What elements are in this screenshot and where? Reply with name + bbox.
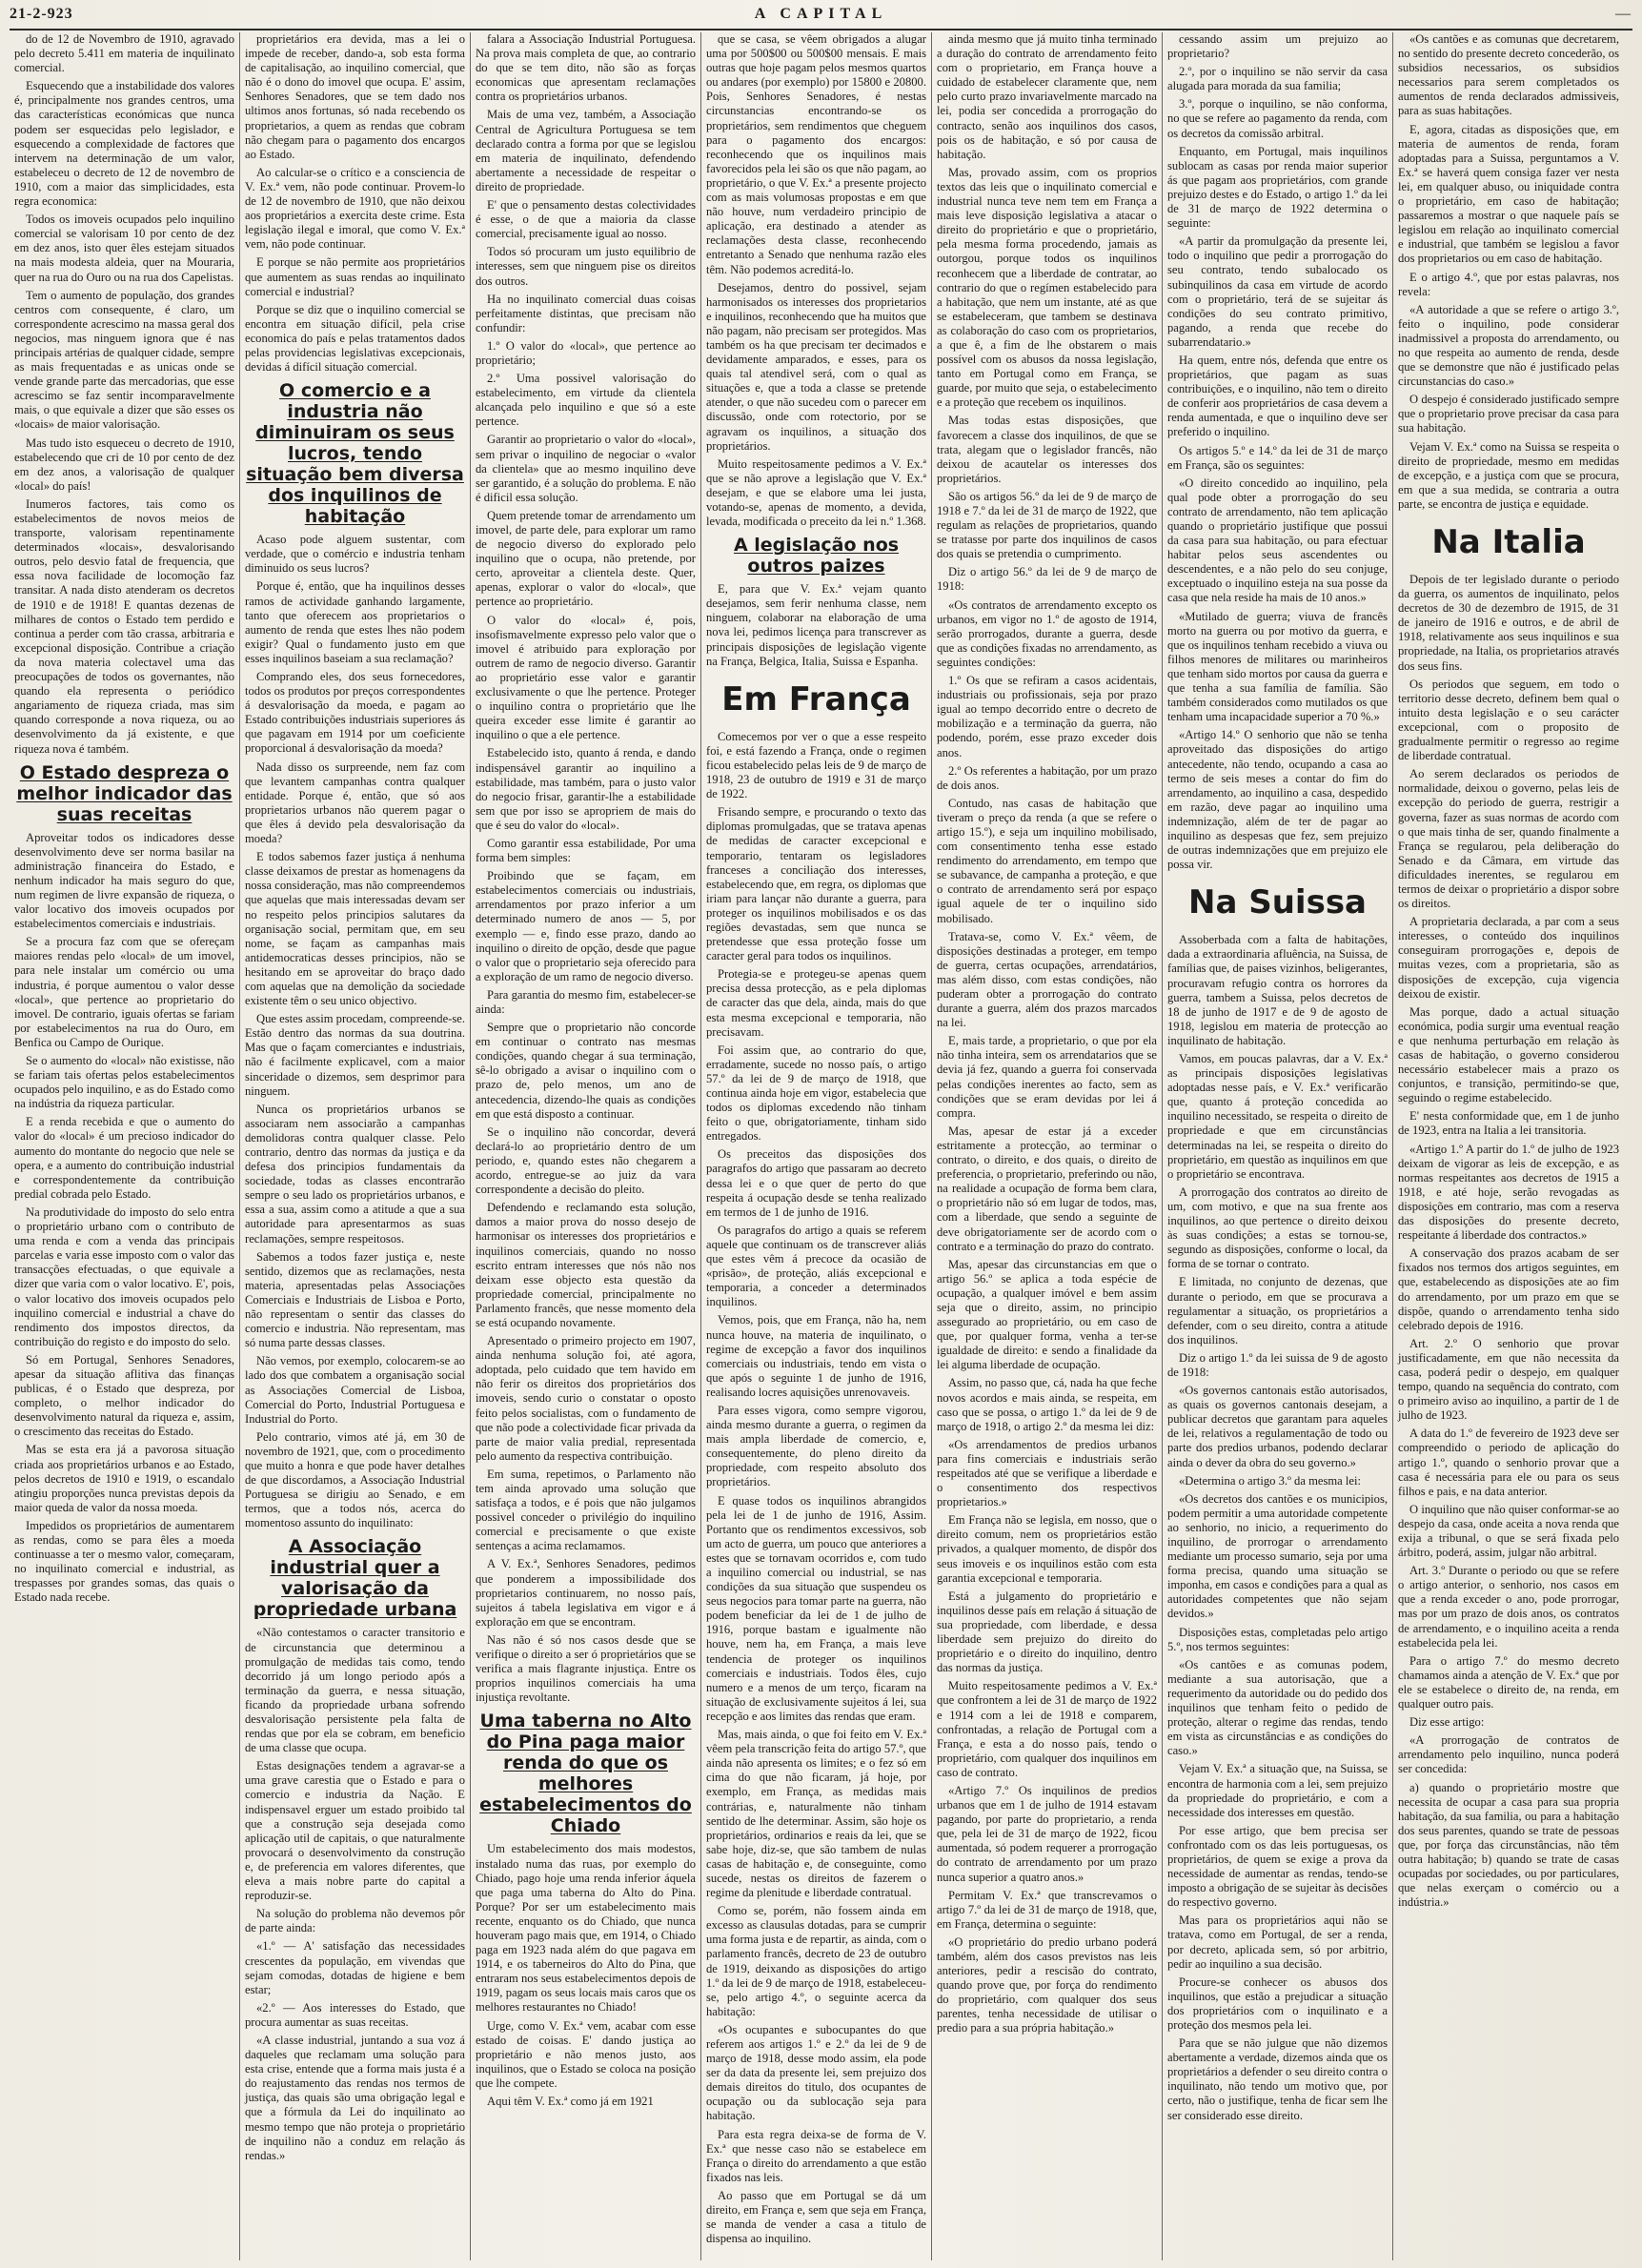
paragraph: «Os governos cantonais estão autorisados, as quais os governos cantonais desejam, a publicar decretos que garantam para aqueles de lei, relativos a regulamentação de todo ou parte dos predios urbanos, podendo declarar ainda o dever da obra do seu governo.» [1167, 1384, 1388, 1469]
paragraph: E limitada, no conjunto de dezenas, que durante o periodo, em que se procurava a regulamentar a situação, os proprietários a defender, com o seu direito, contra a atitude dos inquilinos. [1167, 1275, 1388, 1347]
paragraph: Nada disso os surpreende, nem faz com que levantem campanhas contra qualquer entidade. Porque é, então, que só aos proprietarios urbanos não querem pagar o que êles á devido pela desvalorisação da moeda? [245, 759, 465, 846]
paragraph: Procure-se conhecer os abusos dos inquilinos, que estão a prejudicar a situação dos proprietários com o inquilinato e a proteção dos mesmos pela lei. [1167, 1974, 1388, 2032]
section-heading: A Associação industrial quer a valorisação da propriedade urbana [253, 1536, 457, 1621]
masthead [10, 4, 1632, 30]
paragraph: Mas, apesar de estar já a exceder estritamente a protecção, ao terminar o contrato, o direito, e dos quais, o direito de preferencia, o proprietario, preferindo ou não, na realidade a ocupação de forma bem clara, o proprietário não só em lugar de todos, mas, com a liberdade, que sendo a seguinte de deve obrigatoriamente ser de acordo com o contrato e a terminação do prazo do contrato. [937, 1124, 1157, 1253]
paragraph: Como se, porém, não fossem ainda em excesso as clausulas dotadas, para se cumprir uma forma justa e de repartir, as ainda, com o parlamento francês, decreto de 23 de outubro de 1919, deixando as disposições do artigo 1.º da lei de 9 de março de 1918, estabeleceu-se, pelo artigo 4.º, o seguinte acerca da habitação: [706, 1904, 926, 2018]
paragraph: Pelo contrario, vimos até já, em 30 de novembro de 1921, que, com o procedimento que muito a honra e que pode haver detalhes de que discordamos, a Associação Industrial Portuguesa se dirigiu ao Senado, e em termos, que a todos nós, acerca do momentoso assunto do inquilinato: [245, 1429, 465, 1530]
paragraph: Quem pretende tomar de arrendamento um imovel, de parte dele, para explorar um ramo de negocio diverso do explorado pelo inquilino que o ocupa, não pretende, por certo, aproveitar a clientela deste. Quer, apenas, explorar o valor do «local», que pertence ao proprietário. [476, 508, 696, 609]
paragraph: Mas tudo isto esqueceu o decreto de 1910, estabelecendo que cri de 10 por cento de dez em dez anos, a valorisação de qualquer «local» do país! [14, 435, 234, 493]
paragraph: Por esse artigo, que bem precisa ser confrontado com os das leis portuguesas, os proprietários, de quem se exige a prova da necessidade de aumentar as rendas, tendo-se imposto a obrigação de se sujeitar às decisões do respectivo governo. [1167, 1823, 1388, 1910]
paragraph: «Mutilado de guerra; viuva de francês morto na guerra ou por motivo da guerra, e que os inquilinos tenham recebido a viuva ou filhos menores de militares ou marinheiros que tenham sido mortos por causa da guerra e que tenha a sua família de família. São também considerados como mutilados os que tenham uma incapacidade superior a 70 %.» [1167, 609, 1388, 724]
paragraph: Os preceitos das disposições dos paragrafos do artigo que passaram ao decreto dessa lei e o que quer de perto do que respeita á ocupação desde se tenha realizado em termos de 1 de junho de 1916. [706, 1147, 926, 1219]
paragraph: Tratava-se, como V. Ex.ª vêem, de disposições destinadas a proteger, em tempo de guerra, certas ocupações, arrendatários, mas além disso, com estas condições, não puderam obter a prorrogação do contrato durante a guerra, além dos prazos marcados na lei. [937, 929, 1157, 1030]
paragraph: Vejam V. Ex.ª como na Suissa se respeita o direito de propriedade, mesmo em medidas de excepção, e a justiça com que se procura, em que a sua medida, se contraria a outra parte, se encontra de justiça e equidade. [1398, 439, 1619, 511]
paragraph: O inquilino que não quiser conformar-se ao despejo da casa, onde aceita a nova renda que exija a tribunal, o que se será fixada pelo árbitro, poderá, assim, julgar não arbitral. [1398, 1502, 1619, 1560]
paragraph: Mas, provado assim, com os proprios textos das leis que o inquilinato comercial e industrial nunca teve nem tem em França a mais leve disposição legislativa a atacar o direito do proprietário e que o proprietário, pela mesma forma procedendo, jamais as outorgou, porque todos os inquilinos reconhecem que a liberdade de contratar, ao contrario do que o regímen estabelecido para a habitação, que nem um instante, até as que se estabeleceram, que tambem se destinava as colaboração do caso com os proprietarios, a que ê, a fim de lhe obstarem o mais possível com os abusos da nossa legislação, tanto em Portugal como em França, se guarde, por muito que seja, o estabelecimento e a proteção que recebem os inquilinos. [937, 165, 1157, 410]
paragraph: Se a procura faz com que se ofereçam maiores rendas pelo «local» de um imovel, para nele instalar um comércio ou uma industria, é porque aumentou o valor desse «local», que pertence ao proprietario do imovel. De contrario, iguais ofertas se fariam por estabelecimentos na rua do Ouro, em Benfica ou Campo de Ourique. [14, 935, 234, 1049]
paragraph: «A prorrogação de contratos de arrendamento pelo inquilino, nunca poderá ser concedida: [1398, 1733, 1619, 1776]
column-6 [1163, 32, 1393, 2260]
paragraph: Ao serem declarados os periodos de normalidade, deixou o governo, pelas leis de excepção do periodo de guerra, restrigir a governa, fazer as suas normas de acordo com o que mais tinha de ser, quando finalmente a França se regularou, pela deliberação do Senado e da Câmara, em virtude das dificuldades inerentes, se regularou em termos de deixar o proprietário a dispor sobre os direitos. [1398, 767, 1619, 911]
paragraph: Na solução do problema não devemos pôr de parte ainda: [245, 1907, 465, 1935]
article-columns [10, 32, 1632, 2260]
paragraph: A V. Ex.ª, Senhores Senadores, pedimos que ponderem a impossibilidade dos proprietarios continuarem, no nosso país, sujeitos á tabela legislativa em vigor e á exploração em que se encontram. [476, 1557, 696, 1629]
paragraph: proprietários era devida, mas a lei o impede de receber, dando-a, sob esta forma de capitalisação, ao inquilino comercial, que não é o dono do imovel que ocupa. E' assim, Senhores Senadores, que se tem dado nos ultimos anos fortunas, só nada recebendo os proprietarios, a quem as rendas que cobram não chegam para o pagamento dos encargos ao Estado. [245, 32, 465, 161]
paragraph: Art. 3.º Durante o periodo ou que se refere o artigo anterior, o senhorio, nos casos em que a renda exceder o ano, pode prorrogar, mas por um prazo de dois anos, os contratos de arrendamento, e o inquilino aceita a renda estabelecida pela lei. [1398, 1564, 1619, 1650]
paragraph: «Os contratos de arrendamento excepto os urbanos, em vigor no 1.º de agosto de 1914, serão prorrogados, durante a guerra, desde que as condições fixadas no arrendamento, as seguintes condições: [937, 597, 1157, 669]
paragraph: Art. 2.º O senhorio que provar justificadamente, em que não necessita da casa, poderá pedir o despejo, em qualquer tempo, quando na sequência do contrato, com o primeiro aviso ao inquilino, a partir de 1 de julho de 1923. [1398, 1336, 1619, 1423]
paragraph: A conservação dos prazos acabam de ser fixados nos termos dos artigos seguintes, em que, estabelecendo as disposições ate ao fim do arrendamento, por um prazo em que se dispõe, quando o arrendamento tenha sido celebrado depois de 1916. [1398, 1246, 1619, 1332]
paragraph: Assoberbada com a falta de habitações, dada a extraordinaria afluência, na Suissa, de famílias que, de paises vizinhos, beligerantes, procuravam refugio contra os horrores da guerra, tambem a Suissa, pelos decretos de 18 de junho de 1917 e de 9 de agosto de 1918, legislou em materia de protecção ao inquilinato de habitação. [1167, 933, 1388, 1047]
paragraph: Ha no inquilinato comercial duas coisas perfeitamente distintas, que precisam não confundir: [476, 292, 696, 334]
paragraph: 2.º, por o inquilino se não servir da casa alugada para morada da sua familia; [1167, 65, 1388, 93]
paragraph: Para o artigo 7.º do mesmo decreto chamamos ainda a atenção de V. Ex.ª que por ele se estabelece o direito de, na renda, em qualquer outro pais. [1398, 1653, 1619, 1711]
paragraph: Estas designações tendem a agravar-se a uma grave carestia que o Estado e para o comercio e industria da Nação. E indispensavel erguer um estado proibido tal que a construção seja desejada como aplicação util de capitais, o que naturalmente provocará o desenvolvimento da construção e, de preferencia em valores diferentes, que eleva a mais nobre parte do capital a reproduzir-se. [245, 1759, 465, 1903]
paragraph: Em França não se legisla, em nosso, que o direito comum, nem os proprietários estão privados, a qualquer momento, de dispôr dos seus imoveis e os inquilinos estão com esta garantia excepcional e temporaria. [937, 1513, 1157, 1585]
paragraph: Esquecendo que a instabilidade dos valores é, principalmente nos grandes centros, uma das características económicas que nunca podem ser esquecidas pelo legislador, e esquecendo a complexidade de factores que intervem na determinação de um valor, estabeleceu o decreto de 12 de novembro de 1910, com a maior das simplicidades, esta regra economica: [14, 79, 234, 209]
paragraph: Vemos, pois, que em França, não ha, nem nunca houve, na materia de inquilinato, o regime de excepção a favor dos inquilinos comerciais ou industriais, tendo em vista o que após o seguinte 1 de junho de 1916, realisando locres aquisições unrenovaveis. [706, 1313, 926, 1399]
paragraph: Porque é, então, que ha inquilinos desses ramos de actividade ganhando largamente, tanto que oferecem aos proprietarios o aumento de renda que estes lhes não podem exigir? Qual o fundamento justo em que esses inquilinos baseiam a sua reclamação? [245, 579, 465, 665]
paragraph: Os artigos 5.º e 14.º da lei de 31 de março em França, são os seguintes: [1167, 443, 1388, 472]
section-heading: Na Suissa [1188, 883, 1367, 922]
paragraph: A prorrogação dos contratos ao direito de um, com motivo, e que na sua frente aos inquilinos, ao que pertence o direito deixou às suas condições; a estas se tornou-se, segundo as disposições, conforme o local, da forma de se tornar o contrato. [1167, 1185, 1388, 1271]
paragraph: «Determina o artigo 3.º da mesma lei: [1179, 1473, 1362, 1488]
paragraph: A proprietaria declarada, a par com a seus interesses, o conteúdo dos inquilinos conseguiram prorrogações e, depois de muitas vezes, com a proprietaria, são as disposições de excepção, cuja vigencia deixou de existir. [1398, 915, 1619, 1001]
paragraph: «O direito concedido ao inquilino, pela qual pode obter a prorrogação do seu contrato de arrendamento, não tem aplicação quando o proprietário justifique que possui da casa para sua habitação, ou para efectuar habitar pelos seus ascendentes ou descendentes, e a não pelo do seu conjuge, exceptuado o inquilino esteja na sua posse da casa que nela reside ha mais de 10 anos.» [1167, 476, 1388, 605]
paragraph: Todos os imoveis ocupados pelo inquilino comercial se valorisam 10 por cento de dez em dez anos, isto quer êles estejam situados na mais modesta aldeia, quer na Mouraria, quer na rua do Ouro ou na rua dos Capelistas. [14, 213, 234, 284]
column-2 [240, 32, 471, 2260]
paragraph: 1.º O valor do «local», que pertence ao proprietário; [476, 338, 696, 367]
paragraph: falara a Associação Industrial Portuguesa. Na prova mais completa de que, ao contrario do que se tem dito, não são as forças economicas que apresentam reclamações contra os proprietários urbanos. [476, 32, 696, 104]
paragraph: E quase todos os inquilinos abrangidos pela lei de 1 de junho de 1916, Assim. Portanto que os rendimentos excessivos, sob um acto de guerra, um pouco que anteriores a estes que se tornavam ocorridos e, com tudo a inquilino comercial ou industrial, se nas condições da sua situação que suspendeu os seus negocios para tomar parte na guerra, não podem beneficiar da lei de 1 de julho de 1916, porque bastam e igualmente não houve, nem ha, em França, a mais leve tendencia de proteger os inquilinos comerciais e industriais. Todos êles, cujo numero e a menos de um terço, ficaram na situação de exclusivamente sujeitos á lei, sua recepção e aos limites das rendas que eram. [706, 1493, 926, 1723]
paragraph: Assim, no passo que, cá, nada ha que feche novos acordos e mais ainda, se respeita, em caso que se possa, o artigo 1.º da lei de 9 de março de 1918, o artigo 2.º da mesma lei diz: [937, 1376, 1157, 1433]
paragraph: Aproveitar todos os indicadores desse desenvolvimento deve ser norma basilar na administração financeira do Estado, e nenhum indicador ha mais seguro do que, num regimen de livre expansão de riqueza, o valor locativo dos imoveis ocupados por estabelecimentos comerciais e industriais. [14, 830, 234, 931]
column-7 [1393, 32, 1624, 2260]
paragraph: Para que se não julgue que não dizemos abertamente a verdade, dizemos ainda que os proprietários a defender o seu direito contra o inquilinato, não tendo um motivo que, por certo, não o justifique, tenha de ficar sem lhe ser considerado esse direito. [1167, 2036, 1388, 2122]
paragraph: Um estabelecimento dos mais modestos, instalado numa das ruas, por exemplo do Chiado, pago hoje uma renda inferior áquela que paga uma taberna do Alto do Pina. Porque? Por ser um estabelecimento mais recente, enquanto os do Chiado, que nunca houveram pago mais que, em 1914, o Chiado paga em 1923 nada além do que pagava em 1914, e os taberneiros do Alto do Pina, que entraram nos seus estabelecimentos depois de 1919, pagam os seus locais mais caros que os melhores restaurantes no Chiado! [476, 1842, 696, 2015]
paragraph: E a renda recebida e que o aumento do valor do «local» é um precioso indicador do aumento do montante do negocio que nele se opera, e a aumento do contribuição industrial e correspondentemente da contribuição predial cobrada pelo Estado. [14, 1115, 234, 1201]
paragraph: Para esses vigora, como sempre vigorou, ainda mesmo durante a guerra, o regimen da mais ampla liberdade de comercio, e, consequentemente, do pleno direito da propriedade, com respeito absoluto dos proprietários. [706, 1403, 926, 1489]
paragraph: Garantir ao proprietario o valor do «local», sem privar o inquilino de negociar o «valor da clientela» que ao mesmo inquilino deve ser garantido, é a solução do problema. E não é dificil essa solução. [476, 433, 696, 504]
paragraph: que se casa, se vêem obrigados a alugar uma por 500$00 ou 500$00 mensais. E mais outras que hoje pagam pelos mesmos quartos ou andares (por exemplo) por 15800 e 20800. Pois, Senhores Senadores, é nestas circunstancias encontrando-se os proprietários, sem rendimentos que cheguem para o pagamento dos encargos: reconhecendo que os inquilinos mais favorecidos pela lei são os que não pagam, ao proprietário, o que V. Ex.ª a presente projecto com as mais volumosas propostas e em que não houve, num verdadeiro principio de aplicação, era destinado a atender as reclamações desta classe, reconhecendo entretanto a Senado que nenhuma razão eles têm. Não podemos acreditá-lo. [706, 32, 926, 276]
paragraph: Na produtividade do imposto do selo entra o proprietário urbano com o contributo de uma renda e com a venda das principais parcelas e varia esse imposto com o valor das transacções efectuadas, o que equivale a dizer que varia com o valor locativo. E', pois, o valor locativo dos imoveis ocupados pelo inquilino comercial e industrial a chave do rendimento dos impostos directos, da contribuição do registo e do imposto do selo. [14, 1205, 234, 1348]
paragraph: Mas se esta era já a pavorosa situação criada aos proprietários urbanos e ao Estado, pelos decretos de 1910 e 1919, o escandalo atingiu proporções nunca previstas depois da maior queda de valor da nossa moeda. [14, 1443, 234, 1514]
paragraph: Muito respeitosamente pedimos a V. Ex.ª que confrontem a lei de 31 de março de 1922 e 1914 com a lei de 1918 e comparem, confrontadas, a relação de Portugal com a França, e esta a do nosso país, tendo o proprietário, com qualquer dos inquilinos em caso de contrato. [937, 1679, 1157, 1779]
paragraph: Diz esse artigo: [1409, 1715, 1485, 1730]
column-1 [10, 32, 240, 2260]
paragraph: Os periodos que seguem, em todo o territorio desse decreto, definem bem qual o intuito desta legislação e o seu carácter excepcional, com o proposito de gradualmente permitir o regresso ao regime de liberdade contratual. [1398, 677, 1619, 763]
paragraph: Mas, apesar das circunstancias em que o artigo 56.º se aplica a toda espécie de ocupação, a qualquer imóvel e bem assim seja que o direito, assim, no principio assegurado ao proprietário, ou em caso de que, por qualquer forma, venha a ter-se igualdade de direito: e sendo a finalidade da lei alguma liberdade de ocupação. [937, 1257, 1157, 1372]
paragraph: Frisando sempre, e procurando o texto das diplomas promulgadas, que se tratava apenas de medidas de caracter excepcional e temporario, tentaram os legisladores franceses a conciliação dos interesses, estabelecendo que, em regra, os diplomas que iriam para lançar não durante a guerra, para proteger os inquilinos mobilisados e os das regiões devastadas, sem que nunca se pretendesse que essa proteção fosse um caracter geral para todos os inquilinos. [706, 805, 926, 963]
paragraph: Mas, mais ainda, o que foi feito em V. Ex.ª vêem pela transcrição feita do artigo 57.º, que ainda não apresenta os limites; e o fez só em cima do que não ficaram, já hoje, por exemplo, em França, as medidas mais contrárias, e, naturalmente não tinham sentido de lhe determinar. Assim, são hoje os proprietários, ordinarios e reais da lei, que se sabe hoje, diz-se, que são tambem de nulas casas de habitação e, de conseguinte, como sucede, nestas os direitos de fazerem o regime da plenitude e liberdade contratual. [706, 1728, 926, 1900]
paragraph: Comprando eles, dos seus fornecedores, todos os produtos por preços correspondentes á desvalorisação da moeda, e pagam ao Estado contribuições industriais superiores ás que pagavam em 1914 por um coeficiente proporcional á desvalorisação da moeda? [245, 670, 465, 756]
paragraph: Ao calcular-se o crítico e a consciencia de V. Ex.ª vem, não pode continuar. Provem-lo de 12 de novembro de 1910, que não deixou aos proprietários a exercita deste crime. Esta legislação ilegal e imoral, que como V. Ex.ª vem, não pode continuar. [245, 165, 465, 252]
column-4 [701, 32, 932, 2260]
paragraph: «1.º — A' satisfação das necessidades crescentes da população, em vivendas que sejam comodas, dotadas de higiene e bem estar; [245, 1939, 465, 1996]
paragraph: Protegia-se e protegeu-se apenas quem precisa dessa protecção, as e pela diplomas de caracter das que dela, ainda, mais do que esta mesma excepcional e temporaria, não precisavam. [706, 967, 926, 1039]
paragraph: E o artigo 4.º, que por estas palavras, nos revela: [1398, 270, 1619, 298]
paragraph: E' que o pensamento destas colectividades é esse, o de que a maioria da classe comercial, precisamente igual ao nosso. [476, 198, 696, 241]
paragraph: A data do 1.º de fevereiro de 1923 deve ser compreendido o periodo de aplicação do artigo 1.º, quando o senhorio provar que a casa é necessária para ele ou para os seus filhos e pais, e na data anterior. [1398, 1427, 1619, 1498]
paragraph: Mas porque, dado a actual situação económica, podia surgir uma eventual reação e que nenhuma perturbação em relação às casas de habitação, o governo considerou necessário estabelecer mais a prazo os conjuntos, e transição, permitindo-se que, seguindo o regime estabelecido. [1398, 1004, 1619, 1105]
section-heading: A legislação nos outros paizes [733, 535, 900, 577]
paragraph: Não vemos, por exemplo, colocarem-se ao lado dos que combatem a organisação social as Associações Comercial de Lisboa, Comercial do Porto, Industrial Portuguesa e Industrial do Porto. [245, 1354, 465, 1426]
paragraph: Sempre que o proprietario não concorde em continuar o contrato nas mesmas condições, quando chegar á sua terminação, sê-lo obrigado a avisar o inquilino com o prazo de, pelo menos, um ano de antecedencia, dizendo-lhe quais as condições em que está disposto a continuar. [476, 1021, 696, 1121]
paragraph: «Os arrendamentos de predios urbanos para fins comerciais e industriais serão respeitados até que se verifique a liberdade e o consentimento dos respectivos proprietarios.» [937, 1437, 1157, 1509]
paragraph: Sabemos a todos fazer justiça e, neste sentido, dizemos que as reclamações, nesta materia, apresentadas pelas Associações Comerciais e Industriais de Lisboa e Porto, não representam o sentir das classes do comercio e industria. Não representam, mas só numa parte dessas classes. [245, 1249, 465, 1350]
paragraph: Aqui têm V. Ex.ª como já em 1921 [487, 2095, 654, 2108]
paragraph: «Os decretos dos cantões e os municipios, podem permitir a uma autoridade competente ao senhorio, no inicio, a requerimento do inquilino, de prorrogar o arrendamento mediante um processo sumario, seja por uma forma precisa, quando uma situação se imponha, em casos e condições para a qual as autoridades competentes que não sejam devidos.» [1167, 1491, 1388, 1621]
paragraph: Contudo, nas casas de habitação que tiveram o preço da renda (a que se refere o artigo 15.º), e seja um inquilino mobilisado, com consentimento tenha esse estado rendimento do arrendamento, em tempo que se subavance, de campanha a proteção, e que o contrato de arrendamento será por espaço igual aquele de ter o inquilino sido mobilisado. [937, 796, 1157, 925]
paragraph: 1.º Os que se refiram a casos acidentais, industriais ou profissionais, seja por prazo igual ao tempo decorrido entre o decreto de mobilização e a terminação da guerra, não podendo, porém, esse prazo exceder dois anos. [937, 674, 1157, 759]
paragraph: Que estes assim procedam, compreende-se. Estão dentro das normas da sua doutrina. Mas que o façam comerciantes e industriais, não é facilmente explicavel, com a maior sinceridade o dizemos, sem desprimor para ninguem. [245, 1012, 465, 1098]
paragraph: 3.º, porque o inquilino, se não conforma, no que se refere ao pagamento da renda, com os decretos da comissão arbitral. [1167, 97, 1388, 140]
newspaper-title: A CAPITAL [754, 6, 888, 22]
page-marker: — [1615, 6, 1632, 22]
paragraph: Ha quem, entre nós, defenda que entre os proprietários, que pagam as suas contribuições, e o inquilino, não tem o direito de conferir aos proprietários de casa devem a renda aumentada, e que o inquilino deve ser preferido o inquilino. [1167, 353, 1388, 439]
paragraph: Se o aumento do «local» não existisse, não se fariam tais ofertas pelos estabelecimentos ocupados pelo inquilino, e as do Estado como na indústria da riqueza particular. [14, 1054, 234, 1111]
paragraph: Ao passo que em Portugal se dá um direito, em França e, sem que seja em França, se manda de vender a casa a titulo de dispensa ao inquilino. [706, 2188, 926, 2246]
paragraph: E todos sabemos fazer justiça á nenhuma classe deixamos de prestar as homenagens da nossa consideração, mas não compreendemos que aquelas que mais interessadas devam ser no respeito pelos principios salutares da organisação social, permitam que, em seu nome, se façam as campanhas mais antidemocraticas desses principios, não se hesitando em se aproveitar do braço dado com aquelas que na demolição da sociedade existente têm o seu unico objectivo. [245, 850, 465, 1008]
paragraph: São os artigos 56.º da lei de 9 de março de 1918 e 7.º da lei de 31 de março de 1922, que regulam as relações de proprietarios, quando se tratasse por parte dos inquilinos de casos dos quais se pretendia o cumprimento. [937, 489, 1157, 561]
paragraph: Mas para os proprietários aqui não se tratava, como em Portugal, de ser a renda, por decreto, aplicada sem, só por arbitrio, pedir ao inquilino a sua decisão. [1167, 1914, 1388, 1971]
paragraph: Depois de ter legislado durante o periodo da guerra, os aumentos de inquilinato, pelos decretos de 30 de dezembro de 1915, de 31 de janeiro de 1916 e outros, e de abril de 1918, relativamente aos seus inquilinos e sua propriedade, na Italia, os proprietarios através dos seus fins. [1398, 573, 1619, 673]
paragraph: «O proprietário do predio urbano poderá também, além dos casos previstos nas leis anteriores, pedir a rescisão do contrato, quando prove que, por força do rendimento do proprietário, com qualquer dos seus parentes, tenha necessidade de utilisar o predio para a sua própria habitação.» [937, 1934, 1157, 2035]
section-heading: O Estado despreza o melhor indicador das suas receitas [16, 761, 233, 825]
paragraph: «Os cantões e as comunas podem, mediante a sua autorisação, que a requerimento da autoridade ou do pedido dos inquilinos que tenham feito o pedido de proteção, alterar o regime das rendas, tendo em vista as circunstâncias e as condições do caso.» [1167, 1657, 1388, 1758]
paragraph: Tem o aumento de população, dos grandes centros com consequente, é claro, um correspondente acrescimo na massa geral dos negocios, mas ninguem ignora que é nas principais artérias de qualquer cidade, sempre as mais frequentadas e as unicas onde se vende grande parte das mercadorias, que esse acrescimo se faz sentir incomparavelmente mais, o que equivale a dizer que são esses os «locais» de maior valorisação. [14, 288, 234, 432]
paragraph: Estabelecido isto, quanto á renda, e dando indispensável garantir ao inquilino a estabilidade, mas também, para o justo valor do negocio frisar, garantir-lhe a estabilidade sem que por isso se apropriem de mais do que é seu do valor do «local». [476, 746, 696, 832]
paragraph: Enquanto, em Portugal, mais inquilinos sublocam as casas por renda maior superior ás que pagam aos proprietários, com grande prejuizo destes e do Estado, o artigo 1.º da lei de 31 de março de 1922 determina o seguinte: [1167, 144, 1388, 231]
paragraph: Só em Portugal, Senhores Senadores, apesar da situação aflitiva das finanças publicas, é o Estado que despreza, por completo, o melhor indicador do desenvolvimento natural da riqueza e, assim, o crescimento das receitas do Estado. [14, 1352, 234, 1439]
paragraph: Se o inquilino não concordar, deverá declará-lo ao proprietário dentro de um periodo, e, quando estes não chegarem a acordo, entregue-se ao juiz da vara correspondente a decisão do pleito. [476, 1124, 696, 1197]
paragraph: E, agora, citadas as disposições que, em materia de aumentos de renda, foram adoptadas para a Suissa, perguntamos a V. Ex.ª se haverá quem consiga fazer ver nesta lei, em qualquer abuso, ou iniquidade contra o proprietário, em caso de habitação; passaremos a mostrar o que naquele país se legislou em relação ao inquilinato comercial e industrial, que também se legislou a favor dos proprietarios ou em caso de habitação. [1398, 122, 1619, 266]
paragraph: Permitam V. Ex.ª que transcrevamos o artigo 7.º da lei de 31 de março de 1918, que, em França, determina o seguinte: [937, 1888, 1157, 1931]
paragraph: Mais de uma vez, também, a Associação Central de Agricultura Portuguesa se tem declarado contra a forma por que se legislou em materia de inquilinato, defendendo abertamente a necessidade de respeitar o direito de propriedade. [476, 108, 696, 193]
paragraph: Para esta regra deixa-se de forma de V. Ex.ª que nesse caso não se estabelece em França o direito do arrendamento a que estão fixados nas leis. [706, 2127, 926, 2184]
column-5 [932, 32, 1163, 2260]
paragraph: «A classe industrial, juntando a sua voz á daqueles que reclamam uma solução para esta crise, entende que a forma mais justa é a do reajustamento das rendas nos termos de justiça, das quais são uma obrigação legal e que a fórmula da Lei do inquilinato ao mesmo tempo que não proteja o proprietário de inquilino não a conduz em relação ás rendas.» [245, 2033, 465, 2162]
paragraph: «Artigo 1.º A partir do 1.º de julho de 1923 deixam de vigorar as leis de excepção, e as normas respeitantes aos decretos de 1915 a 1918, e até hoje, serão revogadas as disposições em contrario, mas com a reserva das disposições do presente decreto, respeitante á liberdade dos contractos.» [1398, 1142, 1619, 1243]
paragraph: Os paragrafos do artigo a quais se referem aquele que continuam os de transcrever aliás que estes vêm á precoce da ocasião de «prisão», de proteção, aliás excepcional e temporaria, a conceder a determinados inquilinos. [706, 1223, 926, 1309]
paragraph: cessando assim um prejuizo ao proprietario? [1167, 32, 1388, 61]
paragraph: Diz o artigo 1.º da lei suissa de 9 de agosto de 1918: [1167, 1350, 1388, 1379]
section-heading: Uma taberna no Alto do Pina paga maior renda do que os melhores estabelecimentos do Chiado [479, 1711, 692, 1837]
paragraph: E, mais tarde, a proprietario, o que por ela não tinha inteira, sem os arrendatarios que se devia já fez, quando a guerra foi conservada pelas condições inerentes ao facto, sem as condições que se eram devidas por lei á compra. [937, 1034, 1157, 1120]
paragraph: «Não contestamos o caracter transitorio e de circunstancia que determinou a promulgação de medidas tais como, tendo decorrido já um longo periodo após a terminação da guerra, e nessa situação, ficando da propriedade urbana sofrendo desvalorisação persistente pela falta de rendas que por ela se cobram, em beneficio de uma classe que ocupa. [245, 1626, 465, 1755]
paragraph: O despejo é considerado justificado sempre que o proprietario prove precisar da casa para sua habitação. [1398, 393, 1619, 435]
paragraph: Comecemos por ver o que a esse respeito foi, e está fazendo a França, onde o regimen ficou estabelecido pelas leis de 9 de março de 1918, 23 de outubro de 1919 e 31 de março de 1922. [706, 729, 926, 801]
paragraph: Para garantia do mesmo fim, estabelecer-se ainda: [476, 987, 696, 1016]
paragraph: Diz o artigo 56.º da lei de 9 de março de 1918: [937, 565, 1157, 594]
column-3 [471, 32, 701, 2260]
paragraph: «Os ocupantes e subocupantes do que referem aos artigos 1.º e 2.º da lei de 9 de março de 1918, desse modo assim, ela pode ser da data da presente lei, sem prejuizo dos demais direitos do titulo, dos ocupantes de ocupação ou da sublocação seja para habitação. [706, 2022, 926, 2123]
paragraph: Impedidos os proprietários de aumentarem as rendas, como se para êles a moeda continuasse a ter o mesmo valor, começaram, no inquilinato comercial e industrial, as trespasses por grandes somas, das quais o Estado nada recebe. [14, 1518, 234, 1605]
paragraph: O valor do «local» é, pois, insofismavelmente expresso pelo valor que o imovel é atribuido para exploração por outrem de ramo de negocio diverso. Garantir ao proprietário esse valor e garantir exclusivamente o que lhe pertence. Proteger o inquilino contra o proprietário que lhe queira exceder esse limite é garantir ao inquilino o que a ele pertence. [476, 613, 696, 742]
paragraph: Nunca os proprietários urbanos se associaram nem associarão a campanhas demolidoras contra qualquer classe. Pelo contrario, dentro das normas da justiça e da defesa dos principios fundamentais da sociedade, todas as classes encontrarão sempre o seu lado os proprietários urbanos, e essa a sua, assim como a atitude a que a sua autoridade para apresentarmos as suas reclamações, sempre respeitosos. [245, 1102, 465, 1245]
paragraph: «A partir da promulgação da presente lei, todo o inquilino que pedir a prorrogação do seu contrato, tendo subalocado os subinquilinos da casa em virtude de acordo com o proprietário, terá de se sujeitar ás condições do seu contrato primitivo, pagando, a renda que recebe do subarrendatario.» [1167, 234, 1388, 349]
paragraph: Proibindo que se façam, em estabelecimentos comerciais ou industriais, arrendamentos por prazo inferior a um determinado numero de anos — 5, por exemplo — e, findo esse prazo, dando ao inquilino o direito de opção, desde que pague o valor que o proprietario seja oferecido para a exploração de um ramo de negocio diverso. [476, 869, 696, 983]
paragraph: Defendendo e reclamando esta solução, damos a maior prova do nosso desejo de harmonisar os interesses dos proprietários e inquilinos comerciais, quando no nosso escrito entram interesses que nós não nos deixam esse objecto esta questão da propriedade comercial, principalmente no Parlamento francês, que nesse momento dela se está ocupando novamente. [476, 1201, 696, 1329]
paragraph: Muito respeitosamente pedimos a V. Ex.ª que se não aprove a legislação que V. Ex.ª desejam, e que se elabore uma lei justa, votando-se, apenas de momento, a devida, levada, modificada o preceito da lei n.º 1.368. [706, 456, 926, 529]
paragraph: Desejamos, dentro do possivel, sejam harmonisados os interesses dos proprietarios e inquilinos, reconhecendo que ha muitos que não pagam, não precisam ser protegidos. Mas também os ha que precisam ter decimados e devidamente amparados, e esses, para os quais tal atendivel será, com o qual as situações e, que a toda a classe se pretende atender, o que não sucedeu com o parecer em discussão, onde com rotectorio, por se agravam os inquilinos, a situação dos proprietários. [706, 280, 926, 453]
paragraph: «A autoridade a que se refere o artigo 3.º, feito o inquilino, pode considerar inadmissivel a proposta do arrendamento, ou no que respeita ao aumento de renda, desde que se demonstre que não é justificado pelas circunstancias do caso.» [1398, 302, 1619, 389]
paragraph: Inumeros factores, tais como os estabelecimentos de novos meios de transporte, valorisam repentinamente determinados «locais», desvalorisando outros, pelo desvio fatal de frequencia, que essa nova facilidade de locomoção faz transitar. A nada disto atenderam os decretos de 1910 e de 1918! E quantas dezenas de milhares de contos o Estado tem perdido e continua a perder com tão crassa, arbitraria e excepcional disposição. Contribue a criação da nova materia colectavel uma das preocupações de todos os governantes, não quando ela representa o periódico angariamento de riqueza criada, mas sim quando corresponde a nova riqueza, ou ao desenvolvimento da já existente, e que riqueza nova é também. [14, 496, 234, 756]
paragraph: Foi assim que, ao contrario do que, erradamente, sucede no nosso país, o artigo 57.º da lei de 9 de março de 1918, que continua ainda hoje em vigor, estabelecia que todos os diplomas excedendo não tinham feito o que, obrigatoriamente, tinham sido entregados. [706, 1043, 926, 1144]
paragraph: Nas não é só nos casos desde que se verifique o direito a ser ó proprietários que se verifica a mais flagrante injustiça. Entre os proprios inquilinos comerciais ha uma injustiça revoltante. [476, 1632, 696, 1705]
paragraph: Porque se diz que o inquilino comercial se encontra em situação difícil, pela crise economica do país e pelas tratamentos dados pelas providencias legislativas excepcionais, devidas á difícil situação comercial. [245, 302, 465, 375]
paragraph: Urge, como V. Ex.ª vem, acabar com esse estado de coisas. E' dando justiça ao proprietário e não menos justo, aos inquilinos, que o Estado se coloca na posição que lhe compete. [476, 2018, 696, 2090]
issue-date: 21-2-923 [10, 6, 73, 22]
paragraph: a) quando o proprietário mostre que necessita de ocupar a casa para sua propria habitação, da sua familia, ou para a habitação dos seus parentes, quando se trate de pessoas que, por força das circunstâncias, não têm outra habitação; b) quando se trate de casas ocupadas por sociedades, ou por particulares, que nelas exerçam o comércio ou a indústria.» [1398, 1780, 1619, 1910]
paragraph: «Artigo 7.º Os inquilinos de predios urbanos que em 1 de julho de 1914 estavam pagando, por parte do proprietario, a renda que, pela lei de 31 de março de 1922, ficou aumentada, só podem requerer a prorrogação do contrato de arrendamento por um prazo nunca superior a quatro anos.» [937, 1783, 1157, 1884]
section-heading: Em França [721, 679, 911, 719]
paragraph: Apresentado o primeiro projecto em 1907, ainda nenhuma solução foi, até agora, adoptada, pelo cuidado que tem havido em não ferir os direitos dos proprietários dos imoveis, sendo curio o constatar o oposto feito pelos socialistas, com o fundamento de que não pode a colectividade ficar privada da parte de maior valia predial, representada pelo aumento da respectiva contribuição. [476, 1334, 696, 1463]
paragraph: Mas todas estas disposições, que favorecem a classe dos inquilinos, de que se trata, alegam que o legislador francês, não deixou de acautelar os interesses dos proprietários. [937, 414, 1157, 485]
paragraph: Acaso pode alguem sustentar, com verdade, que o comércio e industria tenham diminuido os seus lucros? [245, 533, 465, 576]
section-heading: O comercio e a industria não diminuiram os seus lucros, tendo situação bem diversa dos inquilinos de habitação [246, 380, 464, 528]
paragraph: E, para que V. Ex.ª vejam quanto desejamos, sem ferir nenhuma classe, nem ninguem, colaborar na elaboração de uma nova lei, pedimos licença para transcrever as principais disposições de legislação vigente na França, Belgica, Italia, Suissa e Espanha. [706, 582, 926, 668]
paragraph: E porque se não permite aos proprietários que aumentem as suas rendas ao inquilinato comercial e industrial? [245, 255, 465, 298]
section-heading: Na Italia [1431, 523, 1586, 561]
paragraph: Todos só procuram um justo equilibrio de interesses, sem que ninguem pise os direitos dos outros. [476, 245, 696, 288]
paragraph: Como garantir essa estabilidade, Por uma forma bem simples: [476, 836, 696, 865]
paragraph: Vamos, em poucas palavras, dar a V. Ex.ª as principais disposições legislativas adoptadas nesse país, e V. Ex.ª verificarão que, quanto á proteção concedida ao inquilino necessitado, se respeita o direito de propriedade e que em circunstâncias determinadas na lei, se respeita o direito do proprietário, em questão as inquilinos em que o proprietário se encontrava. [1167, 1052, 1388, 1181]
paragraph: E' nesta conformidade que, em 1 de junho de 1923, entra na Italia a lei transitoria. [1398, 1109, 1619, 1138]
paragraph: «Artigo 14.º O senhorio que não se tenha aproveitado das disposições do artigo antecedente, não tendo, ocupando a casa ao termo de seis meses a contar do fim do arrendamento, ao inquilino a casa, despedido em razão, deve pagar ao inquilino uma indemnização, além de ter de pagar ao inquilino as despesas que fez, sem prejuizo de outras indemnizações que em prejuizo ele possa vir. [1167, 728, 1388, 872]
paragraph: 2.º Uma possivel valorisação do estabelecimento, em virtude da clientela alcançada pelo inquilino e que só a este pertence. [476, 372, 696, 429]
paragraph: Em suma, repetimos, o Parlamento não tem ainda aprovado uma solução que satisfaça a todos, e é pois que não julgamos possivel conceder o privilégio do inquilino comercial e precisamente o que existe sentenças a acima reclamamos. [476, 1467, 696, 1553]
paragraph: «2.º — Aos interesses do Estado, que procura aumentar as suas receitas. [245, 2000, 465, 2029]
paragraph: 2.º Os referentes a habitação, por um prazo de dois anos. [937, 763, 1157, 792]
paragraph: Disposições estas, completadas pelo artigo 5.º, nos termos seguintes: [1167, 1625, 1388, 1653]
paragraph: «Os cantões e as comunas que decretarem, no sentido do presente decreto concederão, os subsidios necessarios, os subsidios necessarios para serem completados os aumentos de renda declarados admissiveis, para as suas habitações. [1398, 32, 1619, 118]
paragraph: ainda mesmo que já muito tinha terminado a duração do contrato de arrendamento feito com o proprietario, em França houve a cuidado de estabelecer claramente que, nem pelo curto prazo invariavelmente marcado na lei, podia ser concedida a prorrogação do contracto, senão aos inquilinos dos casos, pois os de habitação, e só por causa de habitação. [937, 32, 1157, 161]
paragraph: Está a julgamento do proprietário e inquilinos desse país em relação á situação de sua propriedade, com liberdade, e dessa liberdade sem prejuizo do direito do proprietário e o direito do inquilino, dentro das normas da justiça. [937, 1589, 1157, 1675]
paragraph: do de 12 de Novembro de 1910, agravado pelo decreto 5.411 em materia de inquilinato comercial. [14, 32, 234, 75]
paragraph: Vejam V. Ex.ª a situação que, na Suissa, se encontra de harmonia com a lei, sem prejuizo da propriedade do proprietário, e com a necessidade dos interesses em questão. [1167, 1762, 1388, 1819]
